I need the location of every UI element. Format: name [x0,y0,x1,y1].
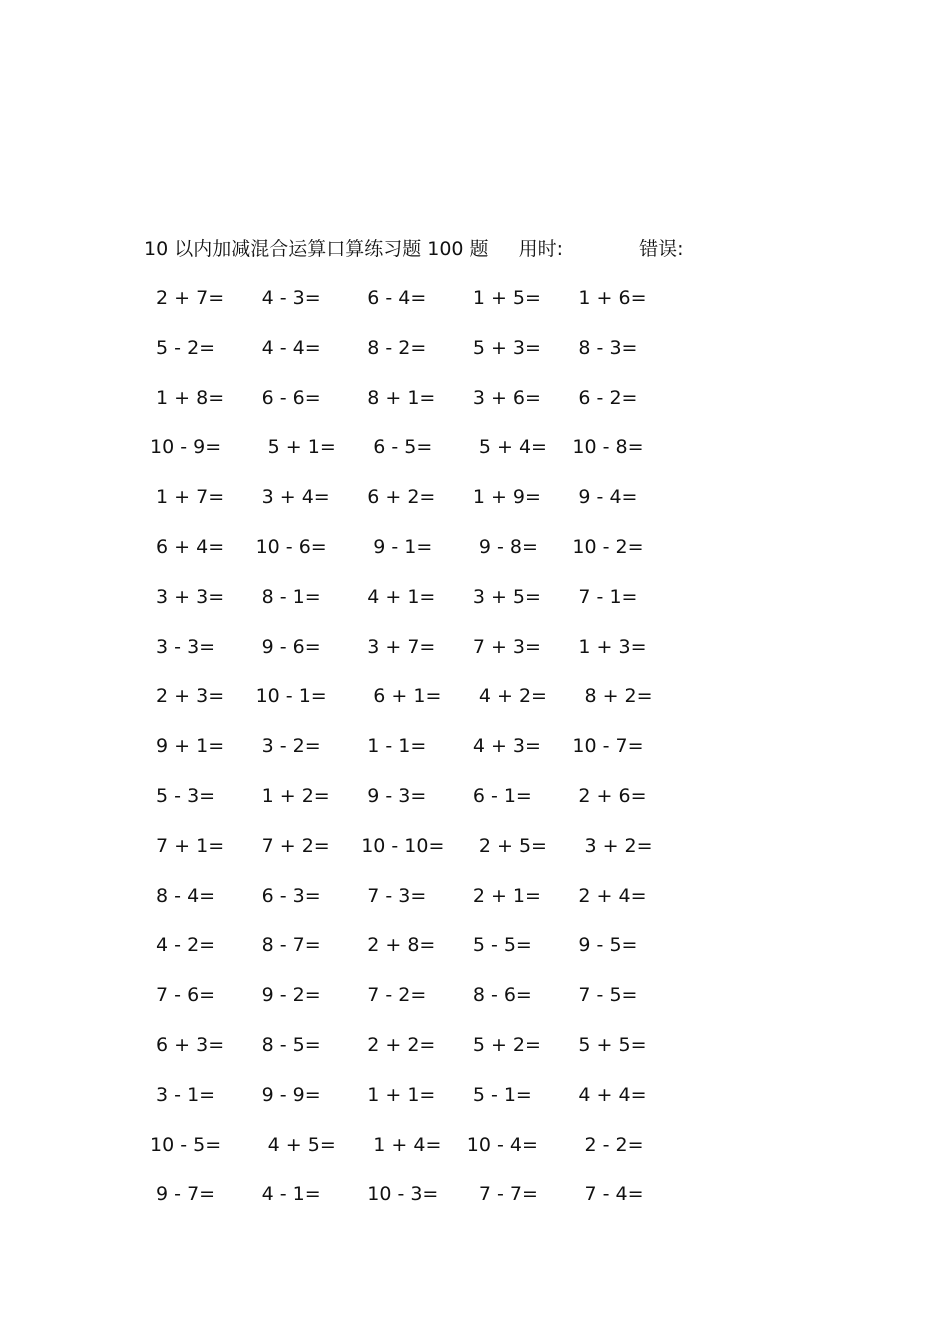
math-problem: 9 - 7= [150,1183,216,1206]
math-problem: 6 - 1= [466,784,532,807]
problem-row [150,982,710,1032]
problem-row [150,634,710,684]
math-problem: 8 - 7= [255,934,321,957]
math-problem: 8 - 3= [572,336,638,359]
math-problem: 7 - 3= [361,884,427,907]
error-label: 错误: [639,238,684,260]
math-problem: 8 - 2= [361,336,427,359]
math-problem: 7 + 2= [255,834,330,857]
problem-row [150,534,710,584]
math-problem: 2 + 2= [361,1033,436,1056]
math-problem: 7 + 3= [466,635,541,658]
math-problem: 10 - 1= [255,685,327,708]
math-problem: 7 - 6= [150,984,216,1007]
problem-row [150,385,710,435]
math-problem: 3 - 1= [150,1083,216,1106]
problem-row [150,833,710,883]
math-problem: 9 - 1= [361,535,433,558]
math-problem: 1 + 7= [150,486,225,509]
math-problem: 1 + 6= [572,287,647,309]
math-problem: 5 - 3= [150,784,216,807]
math-problem: 2 - 2= [572,1133,644,1156]
math-problem: 6 + 2= [361,486,436,509]
worksheet-title: 10 以内加减混合运算口算练习题 100 题 [144,238,489,260]
math-problem: 3 + 3= [150,585,225,608]
problem-row [150,484,710,534]
problem-row [150,932,710,982]
math-problem: 1 + 2= [255,784,330,807]
problem-row [150,1132,710,1182]
math-problem: 2 + 8= [361,934,436,957]
problem-row [150,733,710,783]
math-problem: 1 + 8= [150,386,225,409]
math-problem: 1 + 5= [466,287,541,309]
math-problem: 4 - 3= [255,287,321,309]
math-problem: 8 + 1= [361,386,436,409]
math-problem: 7 - 7= [466,1183,538,1206]
math-problem: 10 - 2= [572,535,644,558]
math-problem: 9 - 5= [572,934,638,957]
math-problem: 8 - 5= [255,1033,321,1056]
math-problem: 6 - 5= [361,436,433,459]
math-problem: 6 + 4= [150,535,225,558]
problem-grid [150,285,710,1231]
math-problem: 9 - 2= [255,984,321,1007]
math-problem: 1 + 4= [361,1133,442,1156]
math-problem: 1 + 3= [572,635,647,658]
math-problem: 3 + 5= [466,585,541,608]
math-problem: 10 - 7= [572,735,644,758]
math-problem: 6 - 3= [255,884,321,907]
math-problem: 4 - 2= [150,934,216,957]
worksheet-header [144,236,683,262]
math-problem: 5 - 2= [150,336,216,359]
math-problem: 4 + 2= [466,685,547,708]
math-problem: 5 + 5= [572,1033,647,1056]
math-problem: 6 + 1= [361,685,442,708]
math-problem: 2 + 4= [572,884,647,907]
math-problem: 4 - 1= [255,1183,321,1206]
math-problem: 5 + 4= [466,436,547,459]
math-problem: 10 - 4= [466,1133,538,1156]
math-problem: 8 - 4= [150,884,216,907]
math-problem: 4 + 5= [255,1133,336,1156]
math-problem: 3 + 6= [466,386,541,409]
math-problem: 2 + 1= [466,884,541,907]
math-problem: 8 - 1= [255,585,321,608]
problem-row [150,434,710,484]
problem-row [150,1032,710,1082]
math-problem: 9 + 1= [150,735,225,758]
problem-row [150,285,710,335]
time-label: 用时: [518,238,564,260]
math-problem: 3 - 3= [150,635,216,658]
problem-row [150,683,710,733]
math-problem: 2 + 6= [572,784,647,807]
math-problem: 6 - 6= [255,386,321,409]
math-problem: 9 - 4= [572,486,638,509]
math-problem: 2 + 7= [150,287,225,309]
problem-row [150,335,710,385]
math-problem: 9 - 9= [255,1083,321,1106]
math-problem: 10 - 10= [361,834,445,857]
math-problem: 8 + 2= [572,685,653,708]
math-problem: 5 - 5= [466,934,532,957]
problem-row [150,1082,710,1132]
math-problem: 7 - 1= [572,585,638,608]
math-problem: 10 - 9= [150,436,222,459]
math-problem: 7 - 2= [361,984,427,1007]
math-problem: 3 + 4= [255,486,330,509]
problem-row [150,883,710,933]
math-problem: 9 - 6= [255,635,321,658]
math-problem: 1 + 1= [361,1083,436,1106]
problem-row [150,584,710,634]
math-problem: 2 + 5= [466,834,547,857]
math-problem: 9 - 8= [466,535,538,558]
math-problem: 5 - 1= [466,1083,532,1106]
math-problem: 1 + 9= [466,486,541,509]
math-problem: 4 + 4= [572,1083,647,1106]
math-problem: 10 - 5= [150,1133,222,1156]
math-problem: 7 + 1= [150,834,225,857]
math-problem: 5 + 1= [255,436,336,459]
math-problem: 3 - 2= [255,735,321,758]
math-problem: 8 - 6= [466,984,532,1007]
math-problem: 7 - 5= [572,984,638,1007]
math-problem: 3 + 2= [572,834,653,857]
math-problem: 7 - 4= [572,1183,644,1206]
math-problem: 4 - 4= [255,336,321,359]
problem-row [150,1181,710,1231]
math-problem: 6 - 4= [361,287,427,309]
problem-row [150,783,710,833]
math-problem: 10 - 3= [361,1183,439,1206]
math-problem: 6 - 2= [572,386,638,409]
math-problem: 10 - 6= [255,535,327,558]
math-problem: 9 - 3= [361,784,427,807]
math-problem: 2 + 3= [150,685,225,708]
math-problem: 1 - 1= [361,735,427,758]
math-problem: 4 + 1= [361,585,436,608]
math-problem: 3 + 7= [361,635,436,658]
math-problem: 10 - 8= [572,436,644,459]
math-problem: 6 + 3= [150,1033,225,1056]
math-problem: 5 + 2= [466,1033,541,1056]
math-problem: 4 + 3= [466,735,541,758]
math-problem: 5 + 3= [466,336,541,359]
